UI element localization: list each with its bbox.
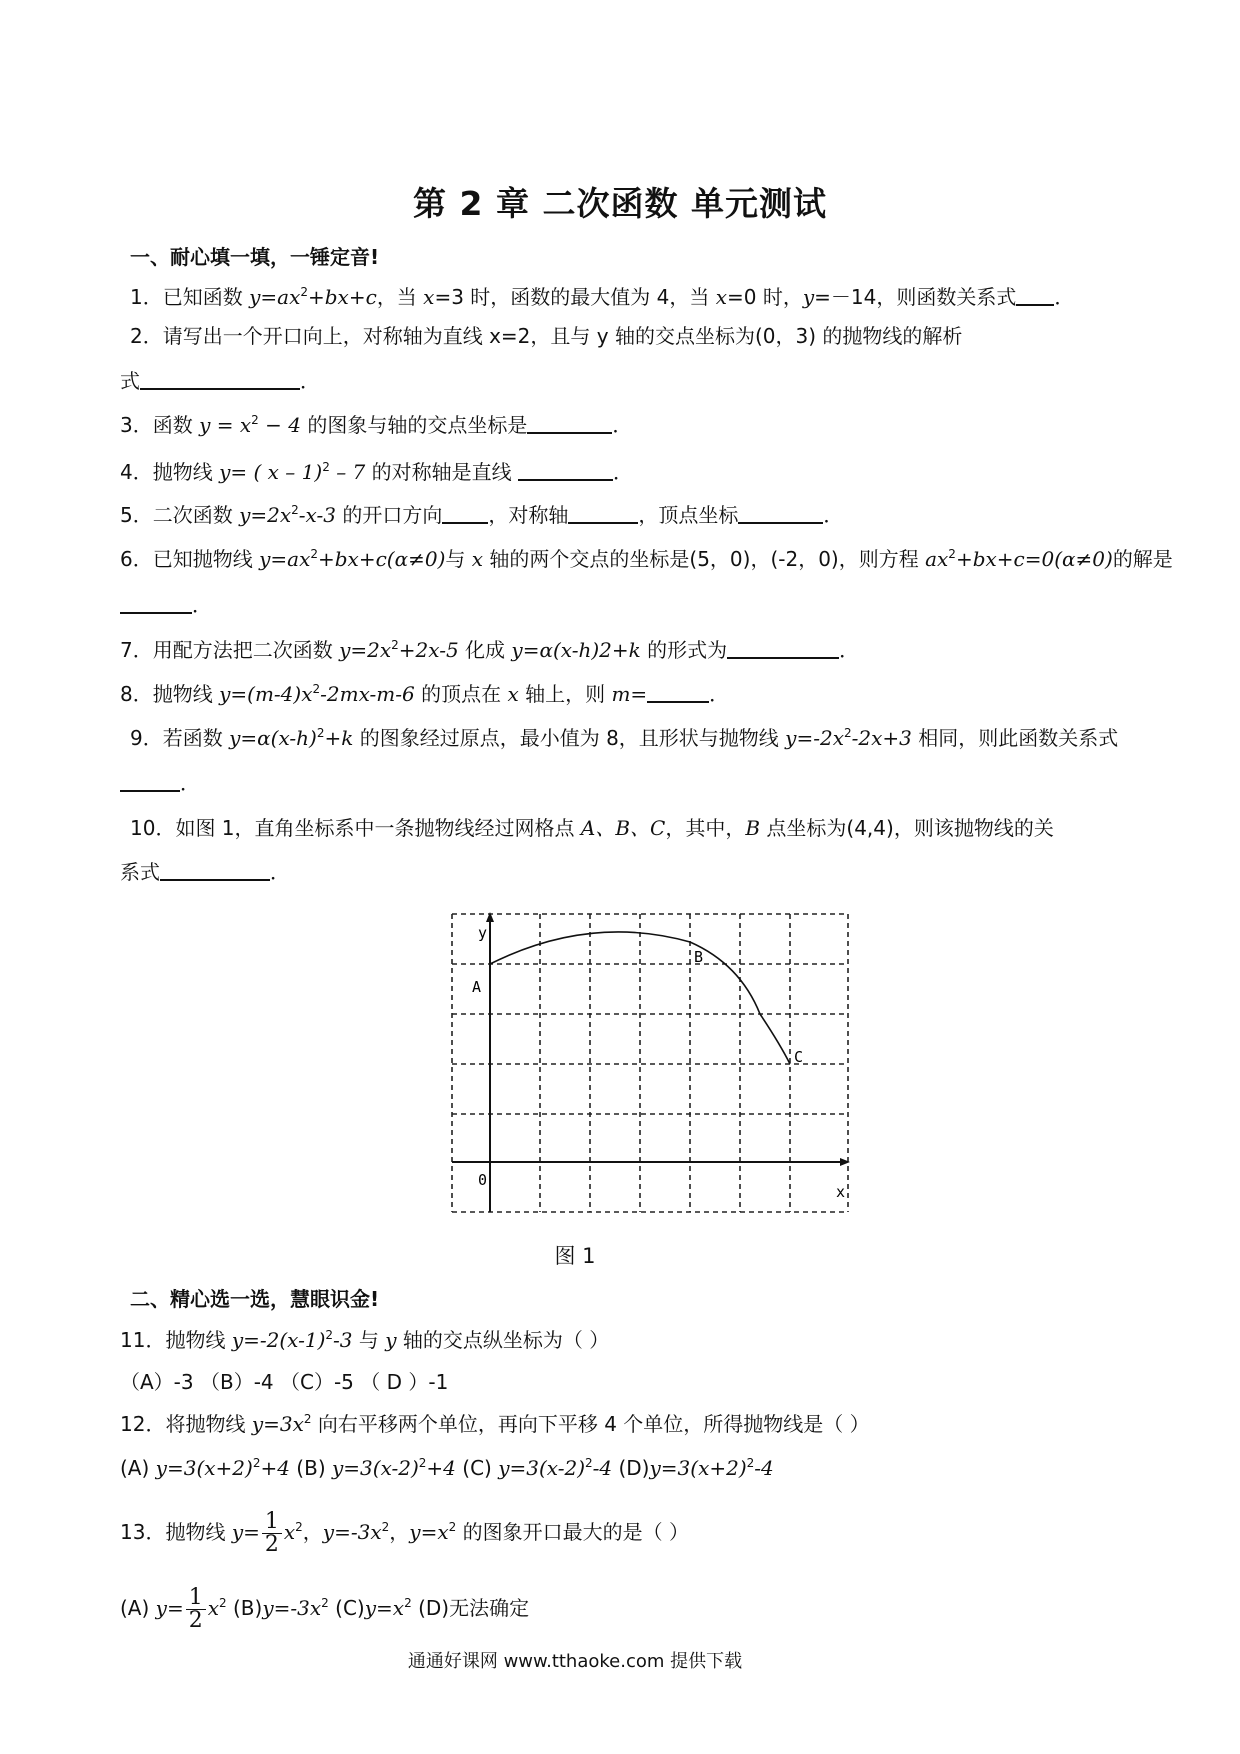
origin-label: 0 xyxy=(478,1171,488,1189)
question-8: 8．抛物线 $y=(m-4)x^2-2mx-m-6$ 的顶点在 x 轴上，则 m= ． xyxy=(120,682,730,706)
question-12: 12．将抛物线 $y=3x^2$ 向右平移两个单位，再向下平移 4 个单位，所得抛物线是（ ） xyxy=(120,1412,870,1436)
question-9: 9．若函数 $y=\alpha(x-h)^2+k$ 的图象经过原点，最小值为 8，且形状与抛物线 $y=-2x^2-2x+3$ 相同，则此函数关系式 xyxy=(130,726,1119,750)
question-9-line-2: ． xyxy=(120,769,1130,797)
question-10-line-2: 系式 ． xyxy=(120,860,290,884)
question-13: 13．抛物线 y= $\frac{1}{2}$ $x^2$，$y=-3x^2$，$y=x^2$ 的图象开口最大的是（ ） xyxy=(120,1509,689,1557)
answer-blank xyxy=(1016,284,1054,306)
point-b-label: B xyxy=(694,948,704,966)
y-axis-label: y xyxy=(478,924,488,942)
answer-blank xyxy=(518,459,613,481)
x-axis-label: x xyxy=(836,1183,846,1201)
answer-blank xyxy=(442,502,488,524)
answer-blank xyxy=(738,502,823,524)
question-7: 7．用配方法把二次函数 $y=2x^2+2x-5$ 化成 y=α(x-h)2+k 的形式为 ． xyxy=(120,638,860,662)
question-10-line-1: 10．如图 1，直角坐标系中一条抛物线经过网格点 A、B、C，其中，B 点坐标为(4,4)，则该抛物线的关 xyxy=(130,816,1054,840)
answer-blank xyxy=(568,502,638,524)
question-11: 11．抛物线 $y=-2(x-1)^2-3$ 与 y 轴的交点纵坐标为（ ） xyxy=(120,1328,610,1352)
fraction-one-half: $\frac{1}{2}$ xyxy=(186,1587,206,1632)
answer-blank xyxy=(160,859,270,881)
fraction-one-half: $\frac{1}{2}$ xyxy=(262,1511,282,1556)
figure-caption: 图 1 xyxy=(554,1244,596,1268)
answer-blank xyxy=(727,637,839,659)
page-title: 第 2 章 二次函数 单元测试 xyxy=(413,184,827,223)
question-6: 6．已知抛物线 $y=ax^2+bx+c(\alpha\ne 0)$与 x 轴的两个交点的坐标是(5，0)，(-2，0)，则方程 $ax^2+bx+c=0(\alpha\ne 0)$的解是 xyxy=(120,547,1173,571)
point-c-label: C xyxy=(794,1048,804,1066)
question-1: 1．已知函数 $y=ax^2+bx+c$，当 x=3 时，函数的最大值为 4，当 x=0 时，y=－14，则函数关系式 ． xyxy=(130,285,1075,309)
answer-blank xyxy=(120,770,180,792)
answer-blank xyxy=(647,681,709,703)
answer-blank xyxy=(527,412,612,434)
question-6-line-2: ． xyxy=(120,591,1130,619)
question-4: 4．抛物线 y= ( x – 1)$^2$ – 7 的对称轴是直线 ． xyxy=(120,460,634,484)
figure-1-parabola-grid xyxy=(450,912,850,1222)
answer-blank xyxy=(140,368,300,390)
question-5: 5．二次函数 $y=2x^2-x-3$ 的开口方向 ，对称轴 ，顶点坐标 ． xyxy=(120,503,844,527)
question-3: 3．函数 $y = x^2 - 4$ 的图象与轴的交点坐标是 ． xyxy=(120,413,633,437)
question-2-line-2: 式 ． xyxy=(120,369,320,393)
point-a-label: A xyxy=(472,978,482,996)
question-2-line-1: 2．请写出一个开口向上，对称轴为直线 x=2，且与 y 轴的交点坐标为(0，3) 的抛物线的解析 xyxy=(130,324,963,348)
section-2-heading: 二、精心选一选，慧眼识金! xyxy=(130,1287,380,1311)
question-13-options: (A) y= $\frac{1}{2}$ $x^2$ $(B)y=-3x^2$ $(C)y=x^2$ (D)无法确定 xyxy=(120,1585,530,1633)
section-1-heading: 一、耐心填一填，一锤定音! xyxy=(130,245,380,269)
answer-blank xyxy=(120,592,192,614)
page-footer: 通通好课网 www.tthaoke.com 提供下载 xyxy=(407,1651,743,1672)
question-12-options: (A) $y=3(x+2)^2+4$ (B) $y=3(x-2)^2+4$ (C) $y=3(x-2)^2-4$ $(D)y=3(x+2)^2-4$ xyxy=(120,1456,774,1480)
question-11-options: （A）-3 （B）-4 （C）-5 （ D ）-1 xyxy=(120,1370,449,1394)
